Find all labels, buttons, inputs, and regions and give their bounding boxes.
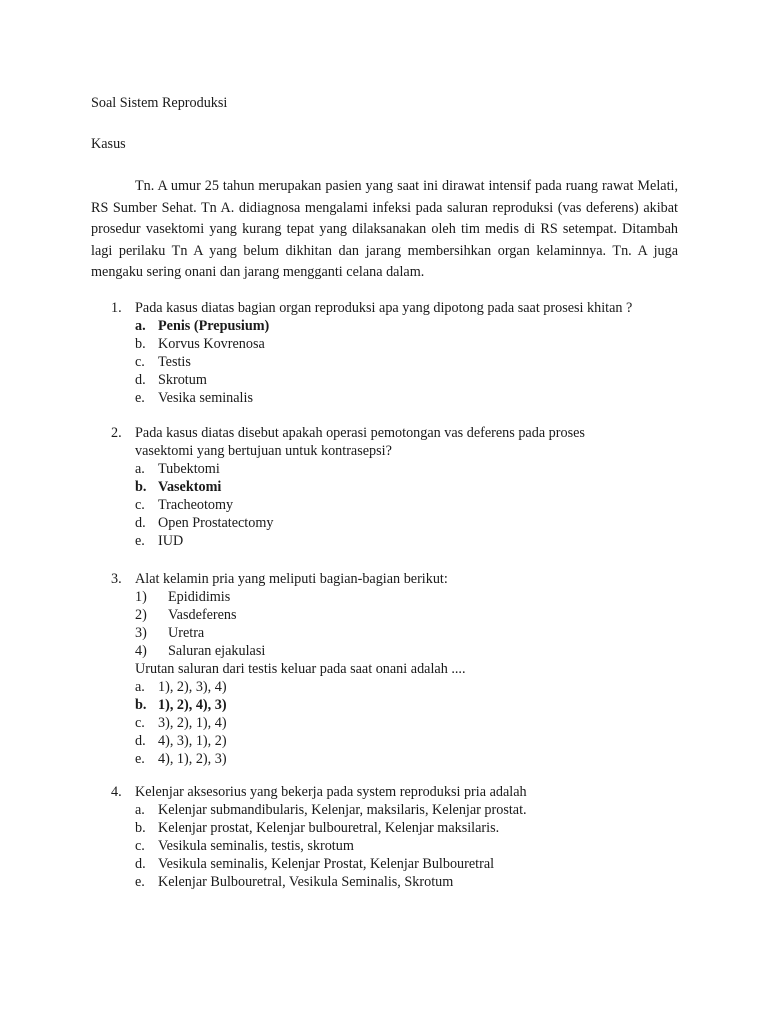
- option-text: Kelenjar prostat, Kelenjar bulbouretral, Kelenjar maksilaris.: [158, 820, 500, 836]
- option-d: [91, 371, 681, 389]
- option-text: Skrotum: [158, 372, 207, 388]
- option-letter: c.: [135, 354, 145, 370]
- option-b: [91, 819, 681, 837]
- option-letter: c.: [135, 838, 145, 854]
- option-text: Kelenjar Bulbouretral, Vesikula Seminalis, Skrotum: [158, 874, 454, 890]
- option-e: [91, 389, 681, 407]
- option-b: [91, 696, 681, 714]
- question-stem: [91, 299, 681, 317]
- option-letter: b.: [135, 336, 146, 352]
- option-text: Vesika seminalis: [158, 390, 253, 406]
- item-label: 2): [135, 607, 147, 623]
- option-text: Vesikula seminalis, testis, skrotum: [158, 838, 354, 854]
- option-letter: b.: [135, 697, 147, 713]
- option-d: [91, 732, 681, 750]
- option-text: Testis: [158, 354, 191, 370]
- option-c: [91, 837, 681, 855]
- option-letter: e.: [135, 751, 145, 767]
- option-letter: c.: [135, 715, 145, 731]
- option-letter: d.: [135, 733, 146, 749]
- option-c: [91, 714, 681, 732]
- question-number: 1.: [111, 300, 122, 316]
- option-letter: a.: [135, 802, 145, 818]
- option-text: Open Prostatectomy: [158, 515, 274, 531]
- option-text: 4), 3), 1), 2): [158, 733, 227, 749]
- section-heading: Kasus: [91, 136, 126, 152]
- option-text: Penis (Prepusium): [158, 318, 270, 334]
- option-text: Korvus Kovrenosa: [158, 336, 265, 352]
- option-text: IUD: [158, 533, 184, 549]
- option-text: Vasektomi: [158, 479, 222, 495]
- question-2: [91, 424, 681, 550]
- item-label: 4): [135, 643, 147, 659]
- option-letter: a.: [135, 461, 145, 477]
- option-text: Kelenjar submandibularis, Kelenjar, maksilaris, Kelenjar prostat.: [158, 802, 527, 818]
- option-letter: e.: [135, 874, 145, 890]
- option-a: [91, 460, 681, 478]
- option-letter: a.: [135, 679, 145, 695]
- option-e: [91, 750, 681, 768]
- case-paragraph: [91, 176, 678, 284]
- question-text-continued: Urutan saluran dari testis keluar pada saat onani adalah ....: [135, 661, 466, 677]
- case-text: Tn. A umur 25 tahun merupakan pasien yang saat ini dirawat intensif pada ruang rawat Melati, RS Sumber Sehat. Tn A. didiagnosa mengalami infeksi pada saluran reproduksi (vas deferens) akibat prosedur vasektomi yang kurang tepat yang dilaksanakan oleh tim medis di RS setempat. Ditambah lagi perilaku Tn A yang belum dikhitan dan jarang membersihkan organ kelaminnya. Tn. A juga mengaku sering onani dan jarang mengganti celana dalam.: [91, 178, 678, 280]
- question-number: 4.: [111, 784, 122, 800]
- question-1: [91, 299, 681, 407]
- question-number: 2.: [111, 425, 122, 441]
- option-a: [91, 678, 681, 696]
- option-e: [91, 532, 681, 550]
- option-letter: e.: [135, 533, 145, 549]
- question-4: [91, 783, 681, 891]
- option-text: Vesikula seminalis, Kelenjar Prostat, Kelenjar Bulbouretral: [158, 856, 495, 872]
- item-text: Epididimis: [168, 589, 231, 605]
- question-stem: [91, 570, 681, 588]
- option-b: [91, 335, 681, 353]
- option-d: [91, 514, 681, 532]
- item-label: 3): [135, 625, 147, 641]
- question-stem: [91, 424, 681, 442]
- option-letter: a.: [135, 318, 146, 334]
- item-text: Saluran ejakulasi: [168, 643, 266, 659]
- option-text: 4), 1), 2), 3): [158, 751, 227, 767]
- item-text: Vasdeferens: [168, 607, 237, 623]
- option-letter: d.: [135, 515, 146, 531]
- option-text: 3), 2), 1), 4): [158, 715, 227, 731]
- option-text: Tubektomi: [158, 461, 220, 477]
- question-number: 3.: [111, 571, 122, 587]
- option-c: [91, 353, 681, 371]
- option-letter: b.: [135, 479, 147, 495]
- question-text: Pada kasus diatas bagian organ reproduksi apa yang dipotong pada saat prosesi khitan ?: [135, 300, 633, 316]
- option-b: [91, 478, 681, 496]
- question-text: Alat kelamin pria yang meliputi bagian-bagian berikut:: [135, 571, 448, 587]
- option-d: [91, 855, 681, 873]
- option-e: [91, 873, 681, 891]
- option-letter: c.: [135, 497, 145, 513]
- document-title: Soal Sistem Reproduksi: [91, 95, 228, 111]
- option-a: [91, 317, 681, 335]
- list-item: [91, 624, 681, 642]
- option-letter: d.: [135, 856, 146, 872]
- option-text: Tracheotomy: [158, 497, 234, 513]
- question-text: Kelenjar aksesorius yang bekerja pada system reproduksi pria adalah: [135, 784, 527, 800]
- list-item: [91, 642, 681, 660]
- item-text: Uretra: [168, 625, 205, 641]
- list-item: [91, 606, 681, 624]
- option-letter: d.: [135, 372, 146, 388]
- option-text: 1), 2), 4), 3): [158, 697, 227, 713]
- question-3: [91, 570, 681, 768]
- question-text-continued: vasektomi yang bertujuan untuk kontrasepsi?: [135, 443, 392, 459]
- option-letter: e.: [135, 390, 145, 406]
- option-letter: b.: [135, 820, 146, 836]
- list-item: [91, 588, 681, 606]
- option-c: [91, 496, 681, 514]
- item-label: 1): [135, 589, 147, 605]
- question-stem: [91, 783, 681, 801]
- question-text: Pada kasus diatas disebut apakah operasi pemotongan vas deferens pada proses: [135, 425, 585, 441]
- option-text: 1), 2), 3), 4): [158, 679, 227, 695]
- option-a: [91, 801, 681, 819]
